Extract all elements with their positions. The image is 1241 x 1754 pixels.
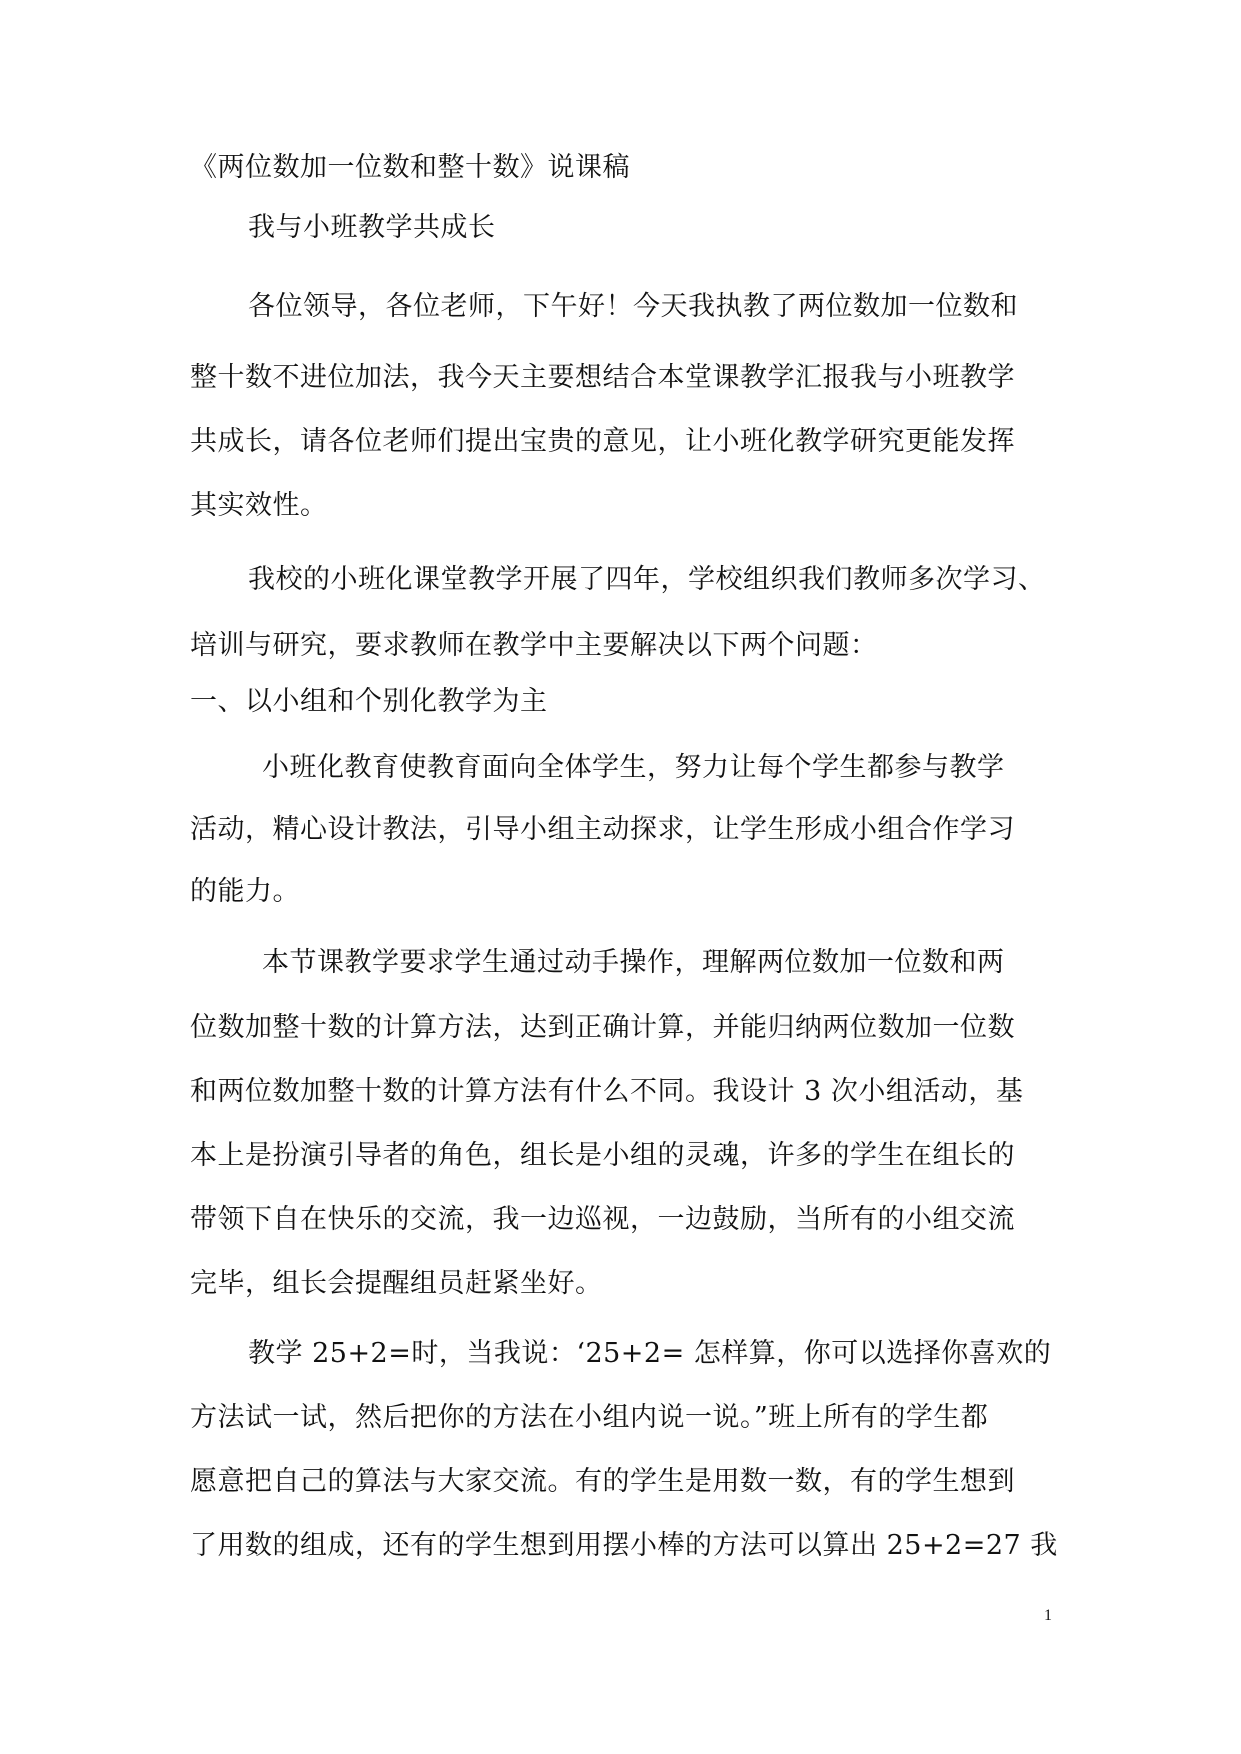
paragraph-5-line-2: 方法试一试，然后把你的方法在小组内说一说。”班上所有的学生都 xyxy=(190,1402,989,1433)
page-number: 1 xyxy=(1044,1607,1052,1624)
section-heading-1: 一、以小组和个别化教学为主 xyxy=(190,686,548,717)
paragraph-4-line-2: 位数加整十数的计算方法，达到正确计算，并能归纳两位数加一位数 xyxy=(190,1012,1015,1043)
paragraph-1-line-1: 各位领导，各位老师，下午好！今天我执教了两位数加一位数和 xyxy=(248,291,1018,322)
paragraph-4-line-5: 带领下自在快乐的交流，我一边巡视，一边鼓励，当所有的小组交流 xyxy=(190,1204,1015,1235)
paragraph-4-line-3: 和两位数加整十数的计算方法有什么不同。我设计 3 次小组活动，基 xyxy=(190,1076,1024,1107)
paragraph-5-line-3: 愿意把自己的算法与大家交流。有的学生是用数一数，有的学生想到 xyxy=(190,1466,1015,1497)
paragraph-3-line-3: 的能力。 xyxy=(190,876,300,907)
paragraph-2-line-2: 培训与研究，要求教师在教学中主要解决以下两个问题： xyxy=(190,630,878,661)
paragraph-4-line-1: 本节课教学要求学生通过动手操作，理解两位数加一位数和两 xyxy=(262,947,1005,978)
document-title: 《两位数加一位数和整十数》说课稿 xyxy=(190,152,630,183)
paragraph-2-line-1: 我校的小班化课堂教学开展了四年，学校组织我们教师多次学习、 xyxy=(248,564,1046,595)
document-subtitle: 我与小班教学共成长 xyxy=(248,212,496,243)
paragraph-3-line-2: 活动，精心设计教法，引导小组主动探求，让学生形成小组合作学习 xyxy=(190,814,1015,845)
paragraph-5-line-1: 教学 25+2=时，当我说：‘25+2= 怎样算，你可以选择你喜欢的 xyxy=(248,1338,1052,1369)
paragraph-3-line-1: 小班化教育使教育面向全体学生，努力让每个学生都参与教学 xyxy=(262,752,1005,783)
paragraph-1-line-2: 整十数不进位加法，我今天主要想结合本堂课教学汇报我与小班教学 xyxy=(190,362,1015,393)
paragraph-4-line-6: 完毕，组长会提醒组员赶紧坐好。 xyxy=(190,1268,603,1299)
paragraph-1-line-4: 其实效性。 xyxy=(190,490,328,521)
paragraph-1-line-3: 共成长，请各位老师们提出宝贵的意见，让小班化教学研究更能发挥 xyxy=(190,426,1015,457)
paragraph-5-line-4: 了用数的组成，还有的学生想到用摆小棒的方法可以算出 25+2=27 我 xyxy=(190,1530,1058,1561)
paragraph-4-line-4: 本上是扮演引导者的角色，组长是小组的灵魂，许多的学生在组长的 xyxy=(190,1140,1015,1171)
